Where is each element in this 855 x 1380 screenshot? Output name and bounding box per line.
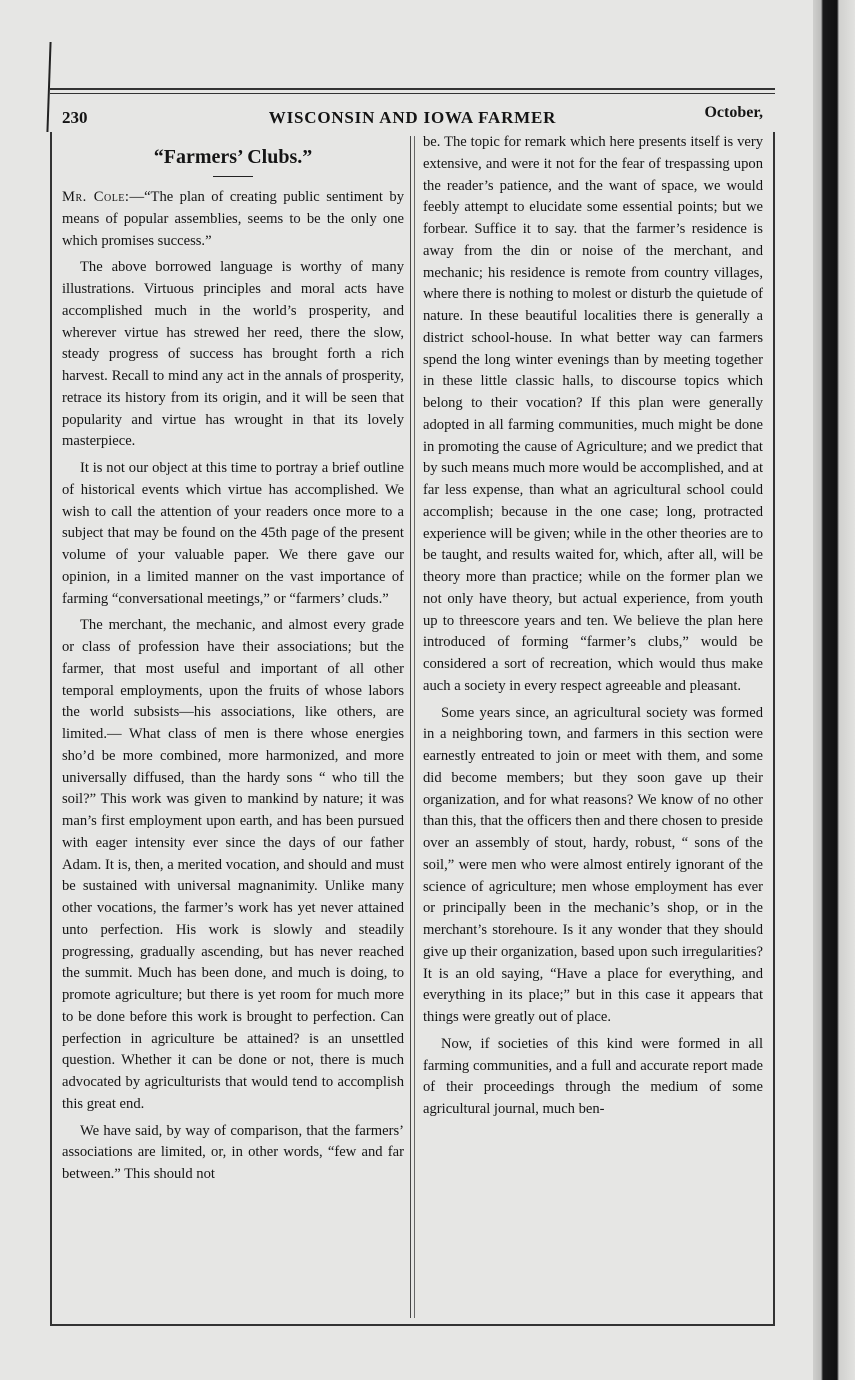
article-title: “Farmers’ Clubs.” — [153, 146, 313, 168]
article-paragraph-2: The above borrowed language is worthy of many illustrations. Virtuous principles and moral acts have accomplished much in the world’s prosperity, and wherever virtue has strewed her reed, there the slow, steady progress of success has brought forth a rich harvest. Recall to mind any act in the annals of prosperity, retrace its history from its origin, and it will be seen that popularity and virtue has wrought in that its lovely masterpiece. — [62, 259, 404, 450]
paragraph-text: —“The plan of creating public sentiment by means of popular assemblies, seems to be the only one which promises success.” — [62, 189, 404, 249]
article-paragraph-7: Some years since, an agricultural society was formed in a neighboring town, and farmers in this section were earnestly entreated to join or meet with them, and some did become members; but they soon gave up their organization, and for what reasons? We know of no other than this, that the officers then and there chosen to preside over an assembly of stout, hardy, robust, “ sons of the soil,” were men who were almost entirely ignorant of the science of agriculture; men whose employment has ever or principally been in the mechanic’s shop, or in the merchant’s storehoure. Is it any wonder that they should give up their organization, based upon such irregularities? It is an old saying, “Have a place for everything, and everything in its place;” but in this case it appears that things were greatly out of place. — [423, 704, 763, 1025]
article-paragraph-8: Now, if societies of this kind were formed in all farming communities, and a full and accurate report made of their proceedings through the medium of some agricultural journal, much ben- — [423, 1035, 763, 1117]
salutation: Mr. Cole: — [62, 189, 130, 205]
left-column — [62, 142, 404, 1186]
column-divider-thin — [414, 136, 415, 1318]
journal-title: WISCONSIN AND IOWA FARMER — [268, 108, 557, 127]
page-number: 230 — [62, 108, 88, 127]
article-paragraph-4: The merchant, the mechanic, and almost every grade or class of profession have their associations; but the farmer, that most useful and important of all other temporal employments, upon the fruits of whose labors the world subsists—his associations, like others, are limited.— What class of men is there whose energies sho’d be more combined, more harmonized, and more universally diffused, than the hardy sons “ who till the soil?” This work was given to mankind by nature; it was man’s first employment upon earth, and has been pursued with eager intensity ever since the days of our father Adam. It is, then, a merited vocation, and should and must be sustained with universal magnanimity. Unlike many other vocations, the farmer’s work has yet never attained unto perfection. His work is slowly and steadily progressing, gradually ascending, but has never reached the summit. Much has been done, and much is doing, to promote agriculture; but there is yet room for much more to be done before this work is brought to perfection. Can perfection in agriculture be attained? is an unsettled question. Whether it can be done or not, there is much advocated by agriculturists that would tend to accomplish this great end. — [62, 617, 404, 1112]
top-rule — [50, 88, 775, 90]
running-header — [58, 106, 767, 130]
bottom-rule — [50, 1324, 775, 1326]
issue-month: October, — [704, 104, 763, 121]
newspaper-page — [50, 88, 775, 1326]
article-paragraph-5: We have said, by way of comparison, that the farmers’ associations are limited, or, in other words, “few and far between.” This should not — [62, 1122, 404, 1182]
article-paragraph-1 — [62, 187, 404, 252]
column-divider — [410, 136, 411, 1318]
article-paragraph-3: It is not our object at this time to portray a brief outline of historical events which virtue has accomplished. We wish to call the attention of your readers once more to a subject that may be found on the 45th page of the present volume of your valuable paper. We there gave our opinion, in a limited manner on the vast importance of farming “conversational meetings,” or “farmers’ cluds.” — [62, 460, 404, 607]
article-paragraph-6: be. The topic for remark which here presents itself is very extensive, and were it not for the fear of trespassing upon the reader’s patience, and the want of space, we would feebly attempt to elucidate some essential points; but we forbear. Suffice it to say. that the farmer’s residence is away from the din or noise of the merchant, and mechanic; his residence is remote from country villages, where there is nothing to molest or disturb the quietude of nature. In these beautiful localities there is generally a district school-house. In what better way can farmers spend the long winter evenings than by meeting together in these little classic halls, to discourse topics which belong to their vocation? If this plan were generally adopted in all farming communities, much might be done in promoting the cause of Agriculture; and we predict that by such means much more would be accomplished, and at far less expense, than what an agricultural school could accomplish; because in the one case; long, protracted experience will be given; while in the other theories are to be taught, and results waited for, which, after all, will be theory more than practice; while on the former plan we not only have theory, but actual experience, from youth up to threescore years and ten. We believe the plan here introduced of forming “farmer’s clubs,” would be considered a sort of recreation, which would thus make auch a society in every respect agreeable and pleasant. — [423, 134, 763, 694]
scan-edge-shadow — [813, 0, 855, 1380]
right-column — [423, 132, 763, 1121]
title-rule — [213, 176, 253, 177]
top-rule-thin — [50, 93, 775, 94]
